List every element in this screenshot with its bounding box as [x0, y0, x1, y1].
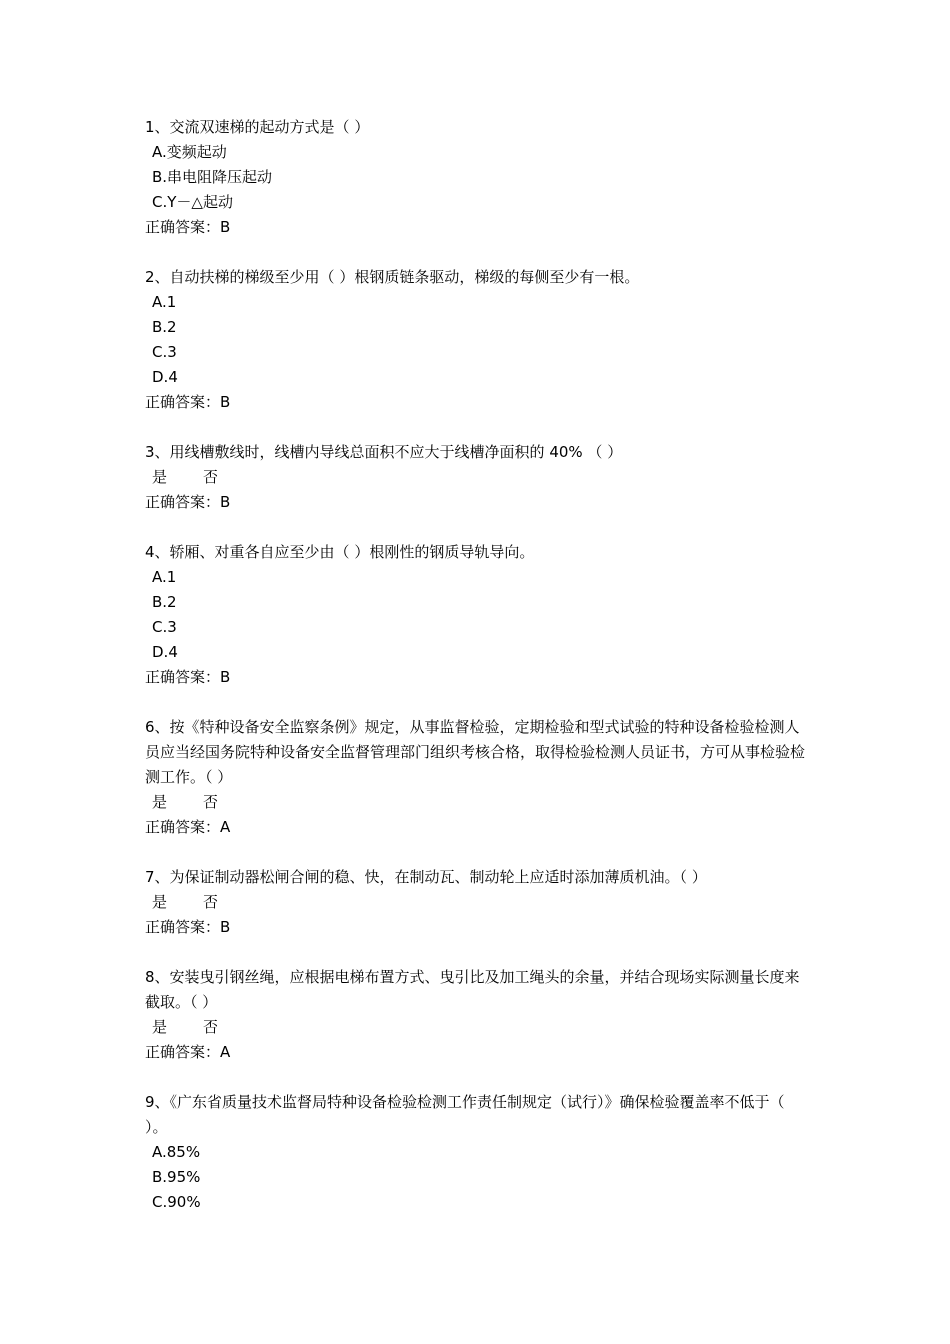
- true-false-options: [145, 890, 810, 915]
- option-b: B.2: [152, 318, 177, 336]
- correct-answer: 正确答案：B: [145, 493, 231, 511]
- correct-answer: 正确答案：B: [145, 668, 231, 686]
- question-1: [145, 115, 810, 240]
- question-7: [145, 865, 810, 940]
- question-6: [145, 715, 810, 840]
- correct-answer: 正确答案：B: [145, 218, 231, 236]
- option-a: A.85%: [152, 1143, 201, 1161]
- question-8: [145, 965, 810, 1065]
- option-b: B.95%: [152, 1168, 201, 1186]
- question-text: 9、《广东省质量技术监督局特种设备检验检测工作责任制规定（试行）》确保检验覆盖率不低于（ ）。: [145, 1093, 785, 1136]
- option-no: 否: [203, 793, 219, 811]
- option-d: D.4: [152, 368, 178, 386]
- option-c: C.Y－△起动: [152, 193, 233, 211]
- option-no: 否: [203, 893, 219, 911]
- option-yes: 是: [152, 793, 168, 811]
- option-d: D.4: [152, 643, 178, 661]
- question-4: [145, 540, 810, 690]
- true-false-options: [145, 790, 810, 815]
- option-yes: 是: [152, 1018, 168, 1036]
- option-yes: 是: [152, 893, 168, 911]
- question-text: 3、用线槽敷线时，线槽内导线总面积不应大于线槽净面积的 40% （ ）: [145, 443, 623, 461]
- document-page: [145, 115, 810, 1240]
- question-2: [145, 265, 810, 415]
- true-false-options: [145, 465, 810, 490]
- question-text: 4、轿厢、对重各自应至少由（ ）根刚性的钢质导轨导向。: [145, 543, 535, 561]
- option-a: A.1: [152, 293, 177, 311]
- option-c: C.90%: [152, 1193, 201, 1211]
- option-no: 否: [203, 1018, 219, 1036]
- question-9: [145, 1090, 810, 1215]
- question-text: 7、为保证制动器松闸合闸的稳、快，在制动瓦、制动轮上应适时添加薄质机油。（ ）: [145, 868, 707, 886]
- option-a: A.1: [152, 568, 177, 586]
- true-false-options: [145, 1015, 810, 1040]
- question-text: 8、安装曳引钢丝绳，应根据电梯布置方式、曳引比及加工绳头的余量，并结合现场实际测量长度来截取。（ ）: [145, 968, 800, 1011]
- correct-answer: 正确答案：A: [145, 818, 231, 836]
- option-b: B.2: [152, 593, 177, 611]
- correct-answer: 正确答案：B: [145, 393, 231, 411]
- question-text: 1、交流双速梯的起动方式是（ ）: [145, 118, 370, 136]
- option-a: A.变频起动: [152, 143, 227, 161]
- option-c: C.3: [152, 618, 177, 636]
- option-no: 否: [203, 468, 219, 486]
- question-3: [145, 440, 810, 515]
- option-b: B.串电阻降压起动: [152, 168, 273, 186]
- correct-answer: 正确答案：B: [145, 918, 231, 936]
- option-c: C.3: [152, 343, 177, 361]
- option-yes: 是: [152, 468, 168, 486]
- question-text: 6、按《特种设备安全监察条例》规定，从事监督检验，定期检验和型式试验的特种设备检验检测人员应当经国务院特种设备安全监督管理部门组织考核合格，取得检验检测人员证书，方可从事检验检测工作。（ ）: [145, 718, 806, 786]
- correct-answer: 正确答案：A: [145, 1043, 231, 1061]
- question-text: 2、自动扶梯的梯级至少用（ ）根钢质链条驱动，梯级的每侧至少有一根。: [145, 268, 640, 286]
